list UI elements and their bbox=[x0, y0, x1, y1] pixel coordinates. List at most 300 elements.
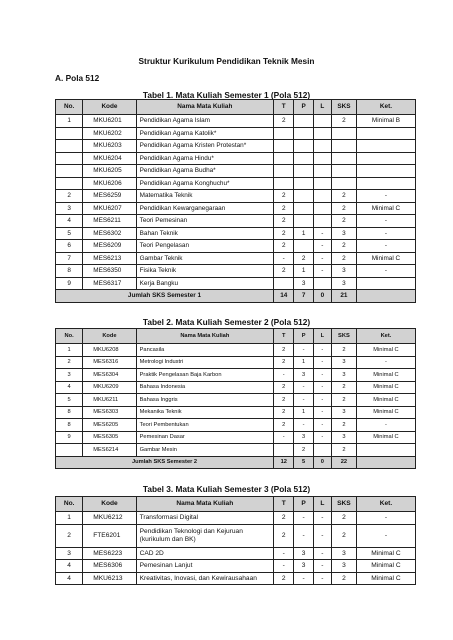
cell-ket: - bbox=[356, 356, 415, 369]
cell-no: 8 bbox=[56, 406, 83, 419]
cell-kode: MES6317 bbox=[83, 277, 136, 290]
table-row bbox=[56, 115, 416, 128]
cell-ket: Minimal C bbox=[356, 547, 415, 560]
column-header-t: T bbox=[274, 497, 294, 512]
cell-nama: Praktik Pengelasan Baja Karbon bbox=[136, 369, 273, 382]
cell-kode: MKU6207 bbox=[83, 202, 136, 215]
cell-p: 1 bbox=[294, 265, 313, 278]
cell-nama: CAD 2D bbox=[136, 547, 273, 560]
cell-no: 5 bbox=[56, 227, 83, 240]
cell-l bbox=[313, 165, 331, 178]
cell-t: 2 bbox=[274, 344, 294, 357]
cell-sks: 2 bbox=[331, 381, 356, 394]
cell-t: 2 bbox=[274, 356, 294, 369]
cell-no: 3 bbox=[56, 202, 83, 215]
cell-t: - bbox=[274, 369, 294, 382]
cell-kode: MKU6205 bbox=[83, 165, 136, 178]
cell-l: - bbox=[313, 524, 331, 547]
table-row bbox=[56, 202, 416, 215]
cell-kode: MKU6212 bbox=[83, 512, 136, 525]
column-header-no: No. bbox=[56, 329, 83, 344]
cell-t: 2 bbox=[274, 202, 294, 215]
cell-nama: Gambar Teknik bbox=[136, 252, 273, 265]
cell-nama: Transformasi Digital bbox=[136, 512, 273, 525]
cell-nama: Fisika Teknik bbox=[136, 265, 273, 278]
cell-sks: 3 bbox=[331, 560, 356, 573]
cell-p: 1 bbox=[294, 406, 313, 419]
cell-l bbox=[313, 215, 331, 228]
table-row bbox=[56, 277, 416, 290]
cell-kode: MES6223 bbox=[83, 547, 136, 560]
cell-l: - bbox=[313, 265, 331, 278]
cell-kode: MKU6213 bbox=[83, 572, 136, 585]
cell-sks: 2 bbox=[331, 572, 356, 585]
cell-kode: MES6209 bbox=[83, 240, 136, 253]
table-2-caption: Tabel 2. Mata Kuliah Semester 2 (Pola 512) bbox=[142, 317, 311, 327]
cell-l bbox=[313, 444, 331, 457]
table-row bbox=[56, 406, 416, 419]
cell-no: 5 bbox=[56, 394, 83, 407]
column-header-nama: Nama Mata Kuliah bbox=[136, 497, 273, 512]
section-title: A. Pola 512 bbox=[55, 73, 100, 83]
cell-sks: 2 bbox=[331, 419, 356, 432]
cell-t: - bbox=[274, 431, 294, 444]
cell-t bbox=[274, 152, 294, 165]
column-header-p: P bbox=[294, 497, 313, 512]
cell-nama: Pemesinan Dasar bbox=[136, 431, 273, 444]
table-row bbox=[56, 444, 416, 457]
table-body bbox=[56, 512, 416, 585]
cell-nama: Pendidikan Agama Islam bbox=[136, 115, 273, 128]
cell-t bbox=[274, 165, 294, 178]
column-header-l: L bbox=[313, 329, 331, 344]
cell-kode: MES6259 bbox=[83, 190, 136, 203]
column-header-nama: Nama Mata Kuliah bbox=[136, 329, 273, 344]
cell-l: - bbox=[313, 381, 331, 394]
total-ket bbox=[356, 456, 415, 469]
cell-l bbox=[313, 190, 331, 203]
cell-t bbox=[274, 444, 294, 457]
cell-p: 3 bbox=[294, 431, 313, 444]
cell-nama: Pendidikan Teknologi dan Kejuruan (kurikulum dan BK) bbox=[136, 524, 273, 547]
column-header-sks: SKS bbox=[331, 100, 356, 115]
cell-kode: MES6304 bbox=[83, 369, 136, 382]
table-3-caption: Tabel 3. Mata Kuliah Semester 3 (Pola 512) bbox=[142, 484, 311, 494]
cell-sks bbox=[331, 177, 356, 190]
cell-l: - bbox=[313, 431, 331, 444]
cell-sks: 2 bbox=[331, 240, 356, 253]
cell-p: 3 bbox=[294, 560, 313, 573]
table-row bbox=[56, 177, 416, 190]
table-row bbox=[56, 240, 416, 253]
table-row bbox=[56, 524, 416, 547]
cell-l: - bbox=[313, 369, 331, 382]
cell-ket: - bbox=[356, 419, 415, 432]
cell-ket bbox=[356, 165, 415, 178]
column-header-ket: Ket. bbox=[356, 329, 415, 344]
cell-nama: Teori Pengelasan bbox=[136, 240, 273, 253]
cell-ket: - bbox=[356, 524, 415, 547]
cell-sks: 2 bbox=[331, 394, 356, 407]
column-header-t: T bbox=[274, 329, 294, 344]
cell-ket bbox=[356, 127, 415, 140]
cell-no: 4 bbox=[56, 572, 83, 585]
column-header-ket: Ket. bbox=[356, 497, 415, 512]
total-l: 0 bbox=[313, 456, 331, 469]
cell-t: 2 bbox=[274, 190, 294, 203]
cell-t: 2 bbox=[274, 406, 294, 419]
cell-ket: - bbox=[356, 240, 415, 253]
cell-nama: Pancasila bbox=[136, 344, 273, 357]
cell-sks bbox=[331, 127, 356, 140]
cell-sks bbox=[331, 165, 356, 178]
cell-l bbox=[313, 127, 331, 140]
table-row bbox=[56, 394, 416, 407]
column-header-kode: Kode bbox=[83, 497, 136, 512]
table-row bbox=[56, 381, 416, 394]
cell-l bbox=[313, 202, 331, 215]
cell-t: 2 bbox=[274, 265, 294, 278]
table-header bbox=[56, 497, 416, 512]
table-row bbox=[56, 560, 416, 573]
table-semester-3 bbox=[55, 496, 416, 585]
cell-sks: 2 bbox=[331, 344, 356, 357]
cell-nama: Pendidikan Agama Budha* bbox=[136, 165, 273, 178]
table-row bbox=[56, 512, 416, 525]
cell-p: 1 bbox=[294, 227, 313, 240]
cell-t: 2 bbox=[274, 394, 294, 407]
cell-t: 2 bbox=[274, 215, 294, 228]
cell-no bbox=[56, 444, 83, 457]
cell-ket: Minimal C bbox=[356, 431, 415, 444]
cell-kode: MKU6204 bbox=[83, 152, 136, 165]
cell-p bbox=[294, 177, 313, 190]
cell-l bbox=[313, 152, 331, 165]
cell-sks: 3 bbox=[331, 356, 356, 369]
cell-kode: MES6205 bbox=[83, 419, 136, 432]
cell-nama: Teori Pemesinan bbox=[136, 215, 273, 228]
cell-sks: 2 bbox=[331, 512, 356, 525]
cell-l: - bbox=[313, 419, 331, 432]
cell-sks: 3 bbox=[331, 547, 356, 560]
cell-kode: MES6211 bbox=[83, 215, 136, 228]
cell-sks: 3 bbox=[331, 369, 356, 382]
cell-nama: Pemesinan Lanjut bbox=[136, 560, 273, 573]
cell-p bbox=[294, 127, 313, 140]
table-row bbox=[56, 152, 416, 165]
cell-t bbox=[274, 127, 294, 140]
cell-ket: - bbox=[356, 227, 415, 240]
cell-t: 2 bbox=[274, 240, 294, 253]
cell-sks bbox=[331, 152, 356, 165]
cell-nama: Bahasa Inggris bbox=[136, 394, 273, 407]
table-row bbox=[56, 369, 416, 382]
cell-no bbox=[56, 127, 83, 140]
cell-kode: MES6350 bbox=[83, 265, 136, 278]
cell-l bbox=[313, 115, 331, 128]
cell-p: - bbox=[294, 524, 313, 547]
cell-nama: Pendidikan Agama Kristen Protestan* bbox=[136, 140, 273, 153]
column-header-no: No. bbox=[56, 100, 83, 115]
total-row bbox=[56, 456, 416, 469]
table-header bbox=[56, 100, 416, 115]
cell-l: - bbox=[313, 394, 331, 407]
cell-sks: 3 bbox=[331, 431, 356, 444]
column-header-l: L bbox=[313, 100, 331, 115]
cell-l: - bbox=[313, 227, 331, 240]
cell-kode: MKU6201 bbox=[83, 115, 136, 128]
cell-no: 8 bbox=[56, 419, 83, 432]
cell-ket: Minimal B bbox=[356, 115, 415, 128]
total-p: 5 bbox=[294, 456, 313, 469]
column-header-sks: SKS bbox=[331, 497, 356, 512]
cell-p: - bbox=[294, 394, 313, 407]
cell-l: - bbox=[313, 240, 331, 253]
cell-p: 2 bbox=[294, 252, 313, 265]
cell-nama: Metrologi Industri bbox=[136, 356, 273, 369]
total-ket bbox=[356, 290, 415, 303]
cell-ket: - bbox=[356, 215, 415, 228]
cell-sks: 2 bbox=[331, 252, 356, 265]
table-row bbox=[56, 140, 416, 153]
cell-t: 2 bbox=[274, 572, 294, 585]
total-p: 7 bbox=[294, 290, 313, 303]
cell-p bbox=[294, 165, 313, 178]
cell-no: 1 bbox=[56, 344, 83, 357]
cell-l: - bbox=[313, 344, 331, 357]
cell-nama: Pendidikan Agama Hindu* bbox=[136, 152, 273, 165]
total-sks: 22 bbox=[331, 456, 356, 469]
column-header-kode: Kode bbox=[83, 100, 136, 115]
column-header-p: P bbox=[294, 329, 313, 344]
total-row bbox=[56, 290, 416, 303]
cell-kode: MKU6203 bbox=[83, 140, 136, 153]
cell-t: 2 bbox=[274, 381, 294, 394]
cell-ket: Minimal C bbox=[356, 572, 415, 585]
cell-p bbox=[294, 152, 313, 165]
cell-p: 3 bbox=[294, 277, 313, 290]
total-t: 12 bbox=[274, 456, 294, 469]
cell-ket bbox=[356, 277, 415, 290]
table-body bbox=[56, 344, 416, 457]
table-row bbox=[56, 547, 416, 560]
cell-p bbox=[294, 202, 313, 215]
cell-no: 1 bbox=[56, 512, 83, 525]
table-header bbox=[56, 329, 416, 344]
cell-ket: - bbox=[356, 265, 415, 278]
cell-nama: Kerja Bangku bbox=[136, 277, 273, 290]
cell-ket: Minimal C bbox=[356, 202, 415, 215]
cell-nama: Gambar Mesin bbox=[136, 444, 273, 457]
table-semester-1 bbox=[55, 99, 416, 303]
total-l: 0 bbox=[313, 290, 331, 303]
cell-p bbox=[294, 140, 313, 153]
cell-ket: Minimal C bbox=[356, 406, 415, 419]
column-header-l: L bbox=[313, 497, 331, 512]
cell-t bbox=[274, 140, 294, 153]
cell-l: - bbox=[313, 252, 331, 265]
cell-kode: MES6214 bbox=[83, 444, 136, 457]
cell-t: 2 bbox=[274, 227, 294, 240]
cell-kode: MKU6211 bbox=[83, 394, 136, 407]
table-row bbox=[56, 165, 416, 178]
cell-l: - bbox=[313, 512, 331, 525]
cell-no: 2 bbox=[56, 190, 83, 203]
cell-kode: MKU6208 bbox=[83, 344, 136, 357]
cell-t: 2 bbox=[274, 419, 294, 432]
cell-p: 2 bbox=[294, 444, 313, 457]
cell-t: - bbox=[274, 547, 294, 560]
cell-ket: Minimal C bbox=[356, 560, 415, 573]
cell-kode: MKU6206 bbox=[83, 177, 136, 190]
table-footer bbox=[56, 290, 416, 303]
cell-no: 9 bbox=[56, 277, 83, 290]
cell-ket: - bbox=[356, 190, 415, 203]
cell-no: 1 bbox=[56, 115, 83, 128]
cell-kode: MES6305 bbox=[83, 431, 136, 444]
cell-sks: 2 bbox=[331, 115, 356, 128]
document-title: Struktur Kurikulum Pendidikan Teknik Mesin bbox=[138, 56, 315, 66]
table-row bbox=[56, 252, 416, 265]
cell-sks: 3 bbox=[331, 227, 356, 240]
cell-p: - bbox=[294, 344, 313, 357]
cell-p bbox=[294, 215, 313, 228]
cell-ket bbox=[356, 140, 415, 153]
table-row bbox=[56, 265, 416, 278]
table-semester-2 bbox=[55, 328, 416, 469]
cell-kode: FTE6201 bbox=[83, 524, 136, 547]
cell-l: - bbox=[313, 547, 331, 560]
cell-no: 3 bbox=[56, 369, 83, 382]
cell-t: 2 bbox=[274, 115, 294, 128]
cell-kode: MES6306 bbox=[83, 560, 136, 573]
cell-ket: Minimal C bbox=[356, 381, 415, 394]
cell-no bbox=[56, 177, 83, 190]
column-header-nama: Nama Mata Kuliah bbox=[136, 100, 273, 115]
cell-p bbox=[294, 240, 313, 253]
cell-no: 8 bbox=[56, 265, 83, 278]
cell-p: - bbox=[294, 512, 313, 525]
cell-ket: Minimal C bbox=[356, 344, 415, 357]
cell-t: - bbox=[274, 252, 294, 265]
cell-nama: Bahasa Indonesia bbox=[136, 381, 273, 394]
cell-sks: 2 bbox=[331, 215, 356, 228]
cell-p bbox=[294, 115, 313, 128]
cell-nama: Kreativitas, Inovasi, dan Kewirausahaan bbox=[136, 572, 273, 585]
cell-ket: Minimal C bbox=[356, 252, 415, 265]
cell-kode: MES6316 bbox=[83, 356, 136, 369]
table-row bbox=[56, 127, 416, 140]
cell-p: 1 bbox=[294, 356, 313, 369]
cell-ket: Minimal C bbox=[356, 394, 415, 407]
cell-nama: Teori Pembentukan bbox=[136, 419, 273, 432]
table-footer bbox=[56, 456, 416, 469]
cell-no: 4 bbox=[56, 215, 83, 228]
table-row bbox=[56, 431, 416, 444]
cell-l bbox=[313, 140, 331, 153]
cell-sks: 3 bbox=[331, 406, 356, 419]
cell-sks: 2 bbox=[331, 202, 356, 215]
total-label: Jumlah SKS Semester 1 bbox=[56, 290, 274, 303]
cell-t: 2 bbox=[274, 524, 294, 547]
cell-t bbox=[274, 277, 294, 290]
cell-l: - bbox=[313, 406, 331, 419]
cell-nama: Pendidikan Agama Katolik* bbox=[136, 127, 273, 140]
cell-l: - bbox=[313, 572, 331, 585]
total-t: 14 bbox=[274, 290, 294, 303]
cell-kode: MES6213 bbox=[83, 252, 136, 265]
cell-sks bbox=[331, 140, 356, 153]
cell-p: - bbox=[294, 419, 313, 432]
cell-ket bbox=[356, 152, 415, 165]
cell-kode: MES6302 bbox=[83, 227, 136, 240]
cell-p: 3 bbox=[294, 369, 313, 382]
cell-no: 7 bbox=[56, 252, 83, 265]
cell-l: - bbox=[313, 356, 331, 369]
table-row bbox=[56, 572, 416, 585]
cell-p bbox=[294, 190, 313, 203]
cell-no bbox=[56, 165, 83, 178]
cell-sks: 2 bbox=[331, 444, 356, 457]
column-header-sks: SKS bbox=[331, 329, 356, 344]
cell-no: 6 bbox=[56, 240, 83, 253]
table-row bbox=[56, 344, 416, 357]
column-header-kode: Kode bbox=[83, 329, 136, 344]
cell-kode: MES6303 bbox=[83, 406, 136, 419]
column-header-no: No. bbox=[56, 497, 83, 512]
cell-ket: - bbox=[356, 512, 415, 525]
cell-sks: 3 bbox=[331, 265, 356, 278]
cell-ket: Minimal C bbox=[356, 369, 415, 382]
cell-nama: Matematika Teknik bbox=[136, 190, 273, 203]
cell-p: - bbox=[294, 381, 313, 394]
table-row bbox=[56, 215, 416, 228]
cell-l bbox=[313, 277, 331, 290]
cell-p: - bbox=[294, 572, 313, 585]
table-row bbox=[56, 190, 416, 203]
cell-no: 3 bbox=[56, 547, 83, 560]
cell-l: - bbox=[313, 560, 331, 573]
cell-t: - bbox=[274, 560, 294, 573]
cell-no: 2 bbox=[56, 524, 83, 547]
column-header-t: T bbox=[274, 100, 294, 115]
column-header-p: P bbox=[294, 100, 313, 115]
table-1-caption: Tabel 1. Mata Kuliah Semester 1 (Pola 512) bbox=[142, 90, 311, 100]
cell-nama: Mekanika Teknik bbox=[136, 406, 273, 419]
total-sks: 21 bbox=[331, 290, 356, 303]
cell-kode: MKU6202 bbox=[83, 127, 136, 140]
cell-no: 4 bbox=[56, 381, 83, 394]
cell-nama: Pendidikan Agama Konghuchu* bbox=[136, 177, 273, 190]
cell-kode: MKU6209 bbox=[83, 381, 136, 394]
cell-p: 3 bbox=[294, 547, 313, 560]
table-row bbox=[56, 356, 416, 369]
cell-sks: 2 bbox=[331, 190, 356, 203]
total-label: Jumlah SKS Semester 2 bbox=[56, 456, 274, 469]
cell-no: 4 bbox=[56, 560, 83, 573]
table-row bbox=[56, 419, 416, 432]
cell-sks: 2 bbox=[331, 524, 356, 547]
column-header-ket: Ket. bbox=[356, 100, 415, 115]
cell-ket bbox=[356, 177, 415, 190]
table-row bbox=[56, 227, 416, 240]
cell-ket bbox=[356, 444, 415, 457]
table-body bbox=[56, 115, 416, 290]
cell-t: 2 bbox=[274, 512, 294, 525]
cell-no: 9 bbox=[56, 431, 83, 444]
cell-sks: 3 bbox=[331, 277, 356, 290]
cell-no bbox=[56, 152, 83, 165]
